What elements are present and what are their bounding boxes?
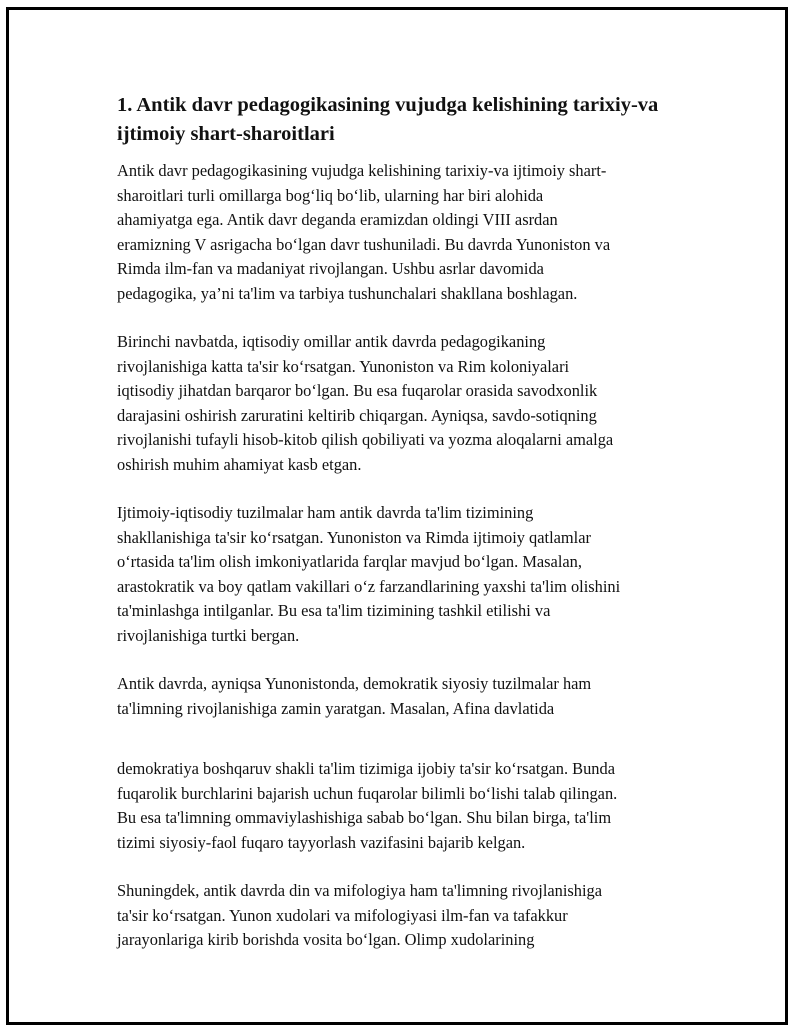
text-line: iqtisodiy jihatdan barqaror bo‘lgan. Bu esa fuqarolar orasida savodxonlik <box>117 381 598 400</box>
text-line: darajasini oshirish zaruratini keltirib chiqargan. Ayniqsa, savdo-sotiqning <box>117 405 597 425</box>
text-line: fuqarolik burchlarini bajarish uchun fuqarolar bilimli bo‘lishi talab qilingan. <box>117 783 618 803</box>
text-line: pedagogika, ya’ni ta'lim va tarbiya tushunchalari shakllana boshlagan. <box>117 283 578 303</box>
paragraph-spacer <box>117 477 697 501</box>
paragraph-1 <box>117 159 697 306</box>
text-line: rivojlanishiga turtki bergan. <box>117 625 300 645</box>
text-line: Shuningdek, antik davrda din va mifologiya ham ta'limning rivojlanishiga <box>117 881 603 900</box>
paragraph-6 <box>117 879 697 953</box>
text-line: ahamiyatga ega. Antik davr deganda eramizdan oldingi VIII asrdan <box>117 210 558 229</box>
text-line: sharoitlari turli omillarga bog‘liq bo‘lib, ularning har biri alohida <box>117 185 544 205</box>
paragraph-5 <box>117 757 697 855</box>
text-line: oshirish muhim ahamiyat kasb etgan. <box>117 454 362 474</box>
paragraph-spacer <box>117 855 697 879</box>
heading-line: ijtimoiy shart-sharoitlari <box>117 123 335 145</box>
paragraph-3 <box>117 501 697 648</box>
text-line: Ijtimoiy-iqtisodiy tuzilmalar ham antik davrda ta'lim tizimining <box>117 503 534 522</box>
text-line: Birinchi navbatda, iqtisodiy omillar antik davrda pedagogikaning <box>117 332 546 351</box>
text-line: eramizning V asrigacha bo‘lgan davr tushuniladi. Bu davrda Yunoniston va <box>117 234 611 254</box>
document-body <box>117 91 697 953</box>
text-line: arastokratik va boy qatlam vakillari o‘z farzandlarining yaxshi ta'lim olishini <box>117 576 621 596</box>
text-line: rivojlanishiga katta ta'sir ko‘rsatgan. Yunoniston va Rim koloniyalari <box>117 356 570 376</box>
text-line: Bu esa ta'limning ommaviylashishiga sabab bo‘lgan. Shu bilan birga, ta'lim <box>117 808 612 827</box>
text-line: demokratiya boshqaruv shakli ta'lim tizimiga ijobiy ta'sir ko‘rsatgan. Bunda <box>117 759 615 778</box>
text-line: rivojlanishi tufayli hisob-kitob qilish qobiliyati va yozma aloqalarni amalga <box>117 430 614 449</box>
text-line: Antik davrda, ayniqsa Yunonistonda, demokratik siyosiy tuzilmalar ham <box>117 674 592 693</box>
paragraph-4 <box>117 672 697 721</box>
paragraph-2 <box>117 330 697 477</box>
text-line: Antik davr pedagogikasining vujudga kelishining tarixiy-va ijtimoiy shart- <box>117 161 607 180</box>
section-heading <box>117 91 697 149</box>
text-line: ta'sir ko‘rsatgan. Yunon xudolari va mifologiyasi ilm-fan va tafakkur <box>117 905 568 925</box>
text-line: o‘rtasida ta'lim olish imkoniyatlarida farqlar mavjud bo‘lgan. Masalan, <box>117 552 582 571</box>
text-line: tizimi siyosiy-faol fuqaro tayyorlash vazifasini bajarib kelgan. <box>117 832 526 852</box>
heading-line: 1. Antik davr pedagogikasining vujudga kelishining tarixiy-va <box>117 94 659 116</box>
text-line: ta'limning rivojlanishiga zamin yaratgan. Masalan, Afina davlatida <box>117 698 555 718</box>
paragraph-spacer <box>117 648 697 672</box>
paragraph-spacer <box>117 721 697 757</box>
text-line: Rimda ilm-fan va madaniyat rivojlangan. Ushbu asrlar davomida <box>117 259 544 278</box>
text-line: jarayonlariga kirib borishda vosita bo‘lgan. Olimp xudolarining <box>117 930 535 949</box>
text-line: shakllanishiga ta'sir ko‘rsatgan. Yunoniston va Rimda ijtimoiy qatlamlar <box>117 527 591 547</box>
paragraph-spacer <box>117 306 697 330</box>
text-line: ta'minlashga intilganlar. Bu esa ta'lim tizimining tashkil etilishi va <box>117 601 551 620</box>
